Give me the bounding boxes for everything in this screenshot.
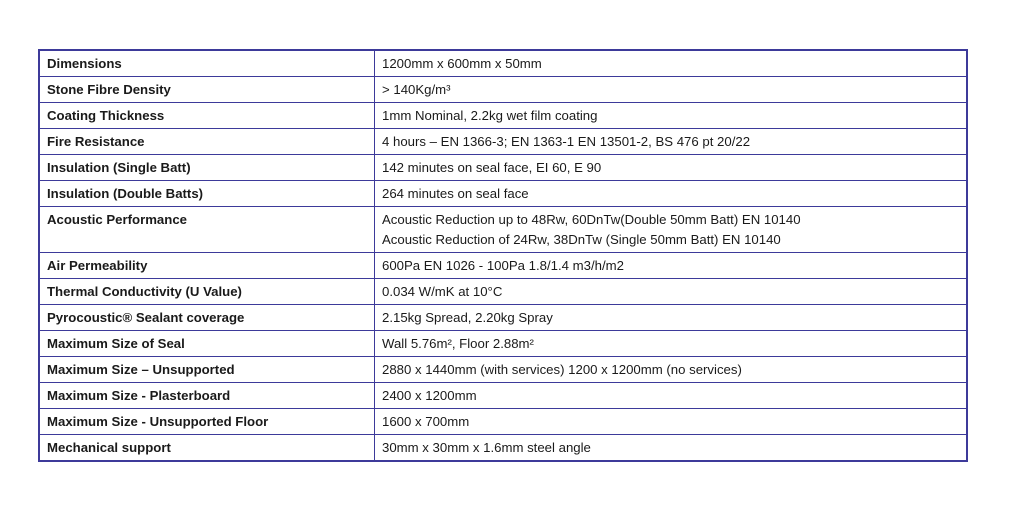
row-value-mechanical-support bbox=[375, 435, 968, 462]
row-value-thermal-conductivity bbox=[375, 279, 968, 305]
value-line: 30mm x 30mm x 1.6mm steel angle bbox=[382, 440, 591, 455]
table-row bbox=[39, 50, 967, 77]
table-row bbox=[39, 305, 967, 331]
row-label-coating-thickness: Coating Thickness bbox=[39, 103, 375, 129]
value-line: 2880 x 1440mm (with services) 1200 x 1200mm (no services) bbox=[382, 362, 742, 377]
row-value-insulation-double bbox=[375, 181, 968, 207]
table-row bbox=[39, 253, 967, 279]
table-row bbox=[39, 103, 967, 129]
row-value-maximum-size-unsupported-floor bbox=[375, 409, 968, 435]
value-line: > 140Kg/m³ bbox=[382, 82, 451, 97]
table-row bbox=[39, 357, 967, 383]
value-line: 142 minutes on seal face, EI 60, E 90 bbox=[382, 160, 602, 175]
value-line: 1600 x 700mm bbox=[382, 414, 470, 429]
row-value-fire-resistance bbox=[375, 129, 968, 155]
row-label-insulation-double: Insulation (Double Batts) bbox=[39, 181, 375, 207]
row-label-stone-fibre-density: Stone Fibre Density bbox=[39, 77, 375, 103]
row-label-maximum-size-of-seal: Maximum Size of Seal bbox=[39, 331, 375, 357]
row-value-air-permeability bbox=[375, 253, 968, 279]
row-value-maximum-size-plasterboard bbox=[375, 383, 968, 409]
value-line: 264 minutes on seal face bbox=[382, 186, 529, 201]
row-value-maximum-size-unsupported bbox=[375, 357, 968, 383]
row-value-sealant-coverage bbox=[375, 305, 968, 331]
table-row bbox=[39, 331, 967, 357]
row-value-acoustic-performance bbox=[375, 207, 968, 253]
row-value-coating-thickness bbox=[375, 103, 968, 129]
table-row bbox=[39, 207, 967, 253]
value-line: Acoustic Reduction up to 48Rw, 60DnTw(Double 50mm Batt) EN 10140 bbox=[382, 212, 801, 227]
row-label-air-permeability: Air Permeability bbox=[39, 253, 375, 279]
row-value-insulation-single bbox=[375, 155, 968, 181]
value-line: 0.034 W/mK at 10°C bbox=[382, 284, 503, 299]
row-label-insulation-single: Insulation (Single Batt) bbox=[39, 155, 375, 181]
table-row bbox=[39, 181, 967, 207]
value-line: 600Pa EN 1026 - 100Pa 1.8/1.4 m3/h/m2 bbox=[382, 258, 624, 273]
value-line: 2400 x 1200mm bbox=[382, 388, 477, 403]
row-label-maximum-size-plasterboard: Maximum Size - Plasterboard bbox=[39, 383, 375, 409]
value-line: Wall 5.76m², Floor 2.88m² bbox=[382, 336, 534, 351]
row-label-dimensions: Dimensions bbox=[39, 50, 375, 77]
row-label-thermal-conductivity: Thermal Conductivity (U Value) bbox=[39, 279, 375, 305]
row-value-stone-fibre-density bbox=[375, 77, 968, 103]
value-line: 4 hours – EN 1366-3; EN 1363-1 EN 13501-2, BS 476 pt 20/22 bbox=[382, 134, 751, 149]
table-row bbox=[39, 279, 967, 305]
table-row bbox=[39, 383, 967, 409]
value-line: 2.15kg Spread, 2.20kg Spray bbox=[382, 310, 553, 325]
table-row bbox=[39, 155, 967, 181]
row-label-maximum-size-unsupported: Maximum Size – Unsupported bbox=[39, 357, 375, 383]
row-value-dimensions bbox=[375, 50, 968, 77]
row-label-fire-resistance: Fire Resistance bbox=[39, 129, 375, 155]
table-row bbox=[39, 77, 967, 103]
row-label-maximum-size-unsupported-floor: Maximum Size - Unsupported Floor bbox=[39, 409, 375, 435]
row-value-maximum-size-of-seal bbox=[375, 331, 968, 357]
row-label-mechanical-support: Mechanical support bbox=[39, 435, 375, 462]
value-line: Acoustic Reduction of 24Rw, 38DnTw (Single 50mm Batt) EN 10140 bbox=[382, 232, 781, 247]
value-line: 1mm Nominal, 2.2kg wet film coating bbox=[382, 108, 598, 123]
row-label-sealant-coverage: Pyrocoustic® Sealant coverage bbox=[39, 305, 375, 331]
value-line: 1200mm x 600mm x 50mm bbox=[382, 56, 542, 71]
table-row bbox=[39, 409, 967, 435]
table-row bbox=[39, 435, 967, 462]
table-row bbox=[39, 129, 967, 155]
specifications-table bbox=[38, 49, 968, 462]
row-label-acoustic-performance: Acoustic Performance bbox=[39, 207, 375, 253]
